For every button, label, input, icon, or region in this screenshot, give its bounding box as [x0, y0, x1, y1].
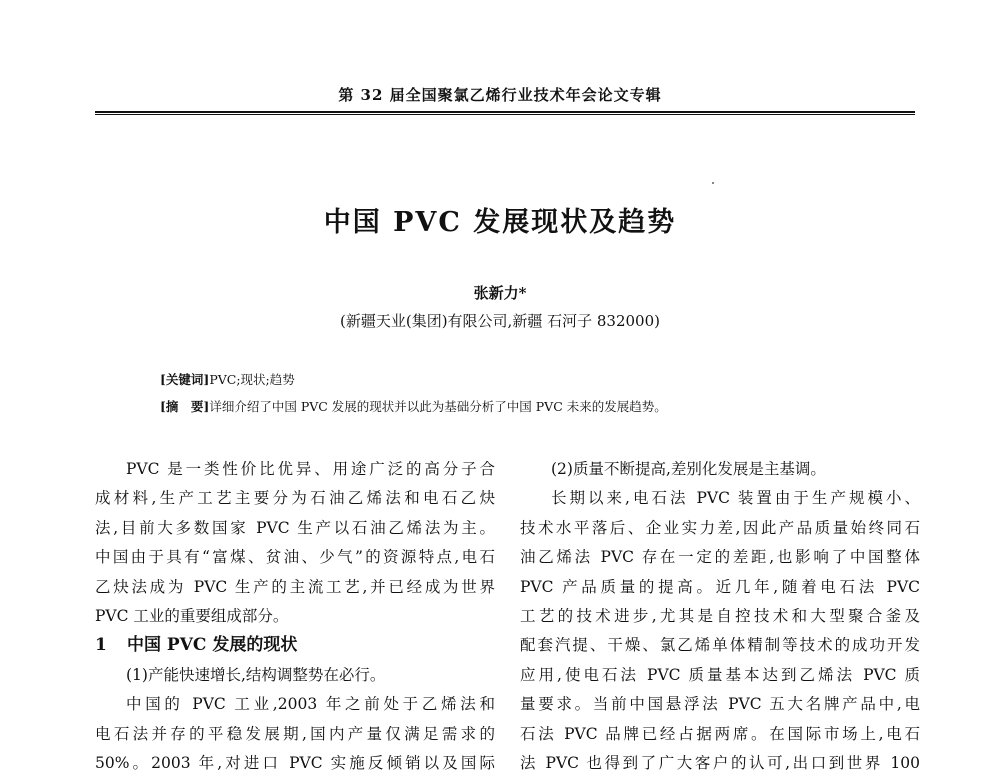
section-number: 1	[95, 635, 107, 656]
intro-line: PVC 工业的重要组成部分。	[95, 607, 289, 626]
intro-line: PVC 是一类性价比优异、用途广泛的高分子合	[126, 460, 495, 478]
para-line: 技术水平落后、企业实力差,因此产品质量始终同石	[520, 518, 920, 537]
intro-line: 法,目前大多数国家 PVC 生产以石油乙烯法为主。	[95, 518, 495, 537]
section-title: 中国 PVC 发展的现状	[127, 635, 298, 656]
para-line: 法 PVC 也得到了广大客户的认可,出口到世界 100	[520, 754, 920, 773]
affiliation: (新疆天业(集团)有限公司,新疆 石河子 832000)	[340, 312, 660, 330]
author: 张新力*	[473, 284, 527, 302]
para-line: 应用,使电石法 PVC 质量基本达到乙烯法 PVC 质	[520, 665, 920, 684]
para-line: 电石法并存的平稳发展期,国内产量仅满足需求的	[95, 724, 495, 743]
abstract-line	[160, 397, 667, 415]
para-line: 50%。2003 年,对进口 PVC 实施反倾销以及国际	[95, 754, 495, 773]
para-line: 工艺的技术进步,尤其是自控技术和大型聚合釜及	[520, 607, 920, 626]
para-line: 油乙烯法 PVC 存在一定的差距,也影响了中国整体	[520, 548, 920, 567]
para-line: 配套汽提、干燥、氯乙烯单体精制等技术的成功开发	[520, 636, 920, 655]
scan-speck	[712, 182, 714, 184]
keywords-text: PVC;现状;趋势	[209, 372, 295, 387]
header-rule	[95, 111, 915, 115]
subsection-heading: (1)产能快速增长,结构调整势在必行。	[126, 665, 386, 684]
section-heading	[95, 631, 495, 660]
article-title: 中国 PVC 发展现状及趋势	[323, 207, 677, 238]
left-column	[95, 455, 495, 778]
para-line: 量要求。当前中国悬浮法 PVC 五大名牌产品中,电	[520, 695, 920, 714]
intro-line: 成材料,生产工艺主要分为石油乙烯法和电石乙炔	[95, 489, 495, 508]
keywords-label: [关键词]	[160, 372, 210, 387]
intro-line: 中国由于具有“富煤、贫油、少气”的资源特点,电石	[95, 548, 495, 567]
para-line: 长期以来,电石法 PVC 装置由于生产规模小、	[551, 489, 920, 508]
intro-line: 乙炔法成为 PVC 生产的主流工艺,并已经成为世界	[95, 577, 495, 596]
abstract-text: 详细介绍了中国 PVC 发展的现状并以此为基础分析了中国 PVC 未来的发展趋势。	[209, 399, 667, 414]
para-line: PVC 产品质量的提高。近几年,随着电石法 PVC	[520, 577, 920, 596]
right-column	[520, 455, 920, 778]
journal-header: 第 32 届全国聚氯乙烯行业技术年会论文专辑	[338, 86, 662, 104]
para-line: 石法 PVC 品牌已经占据两席。在国际市场上,电石	[520, 724, 920, 743]
para-line: 中国的 PVC 工业,2003 年之前处于乙烯法和	[126, 695, 495, 714]
subsection-heading: (2)质量不断提高,差别化发展是主基调。	[551, 460, 826, 478]
abstract-label: [摘 要]	[160, 399, 210, 414]
keywords-line	[160, 370, 295, 388]
